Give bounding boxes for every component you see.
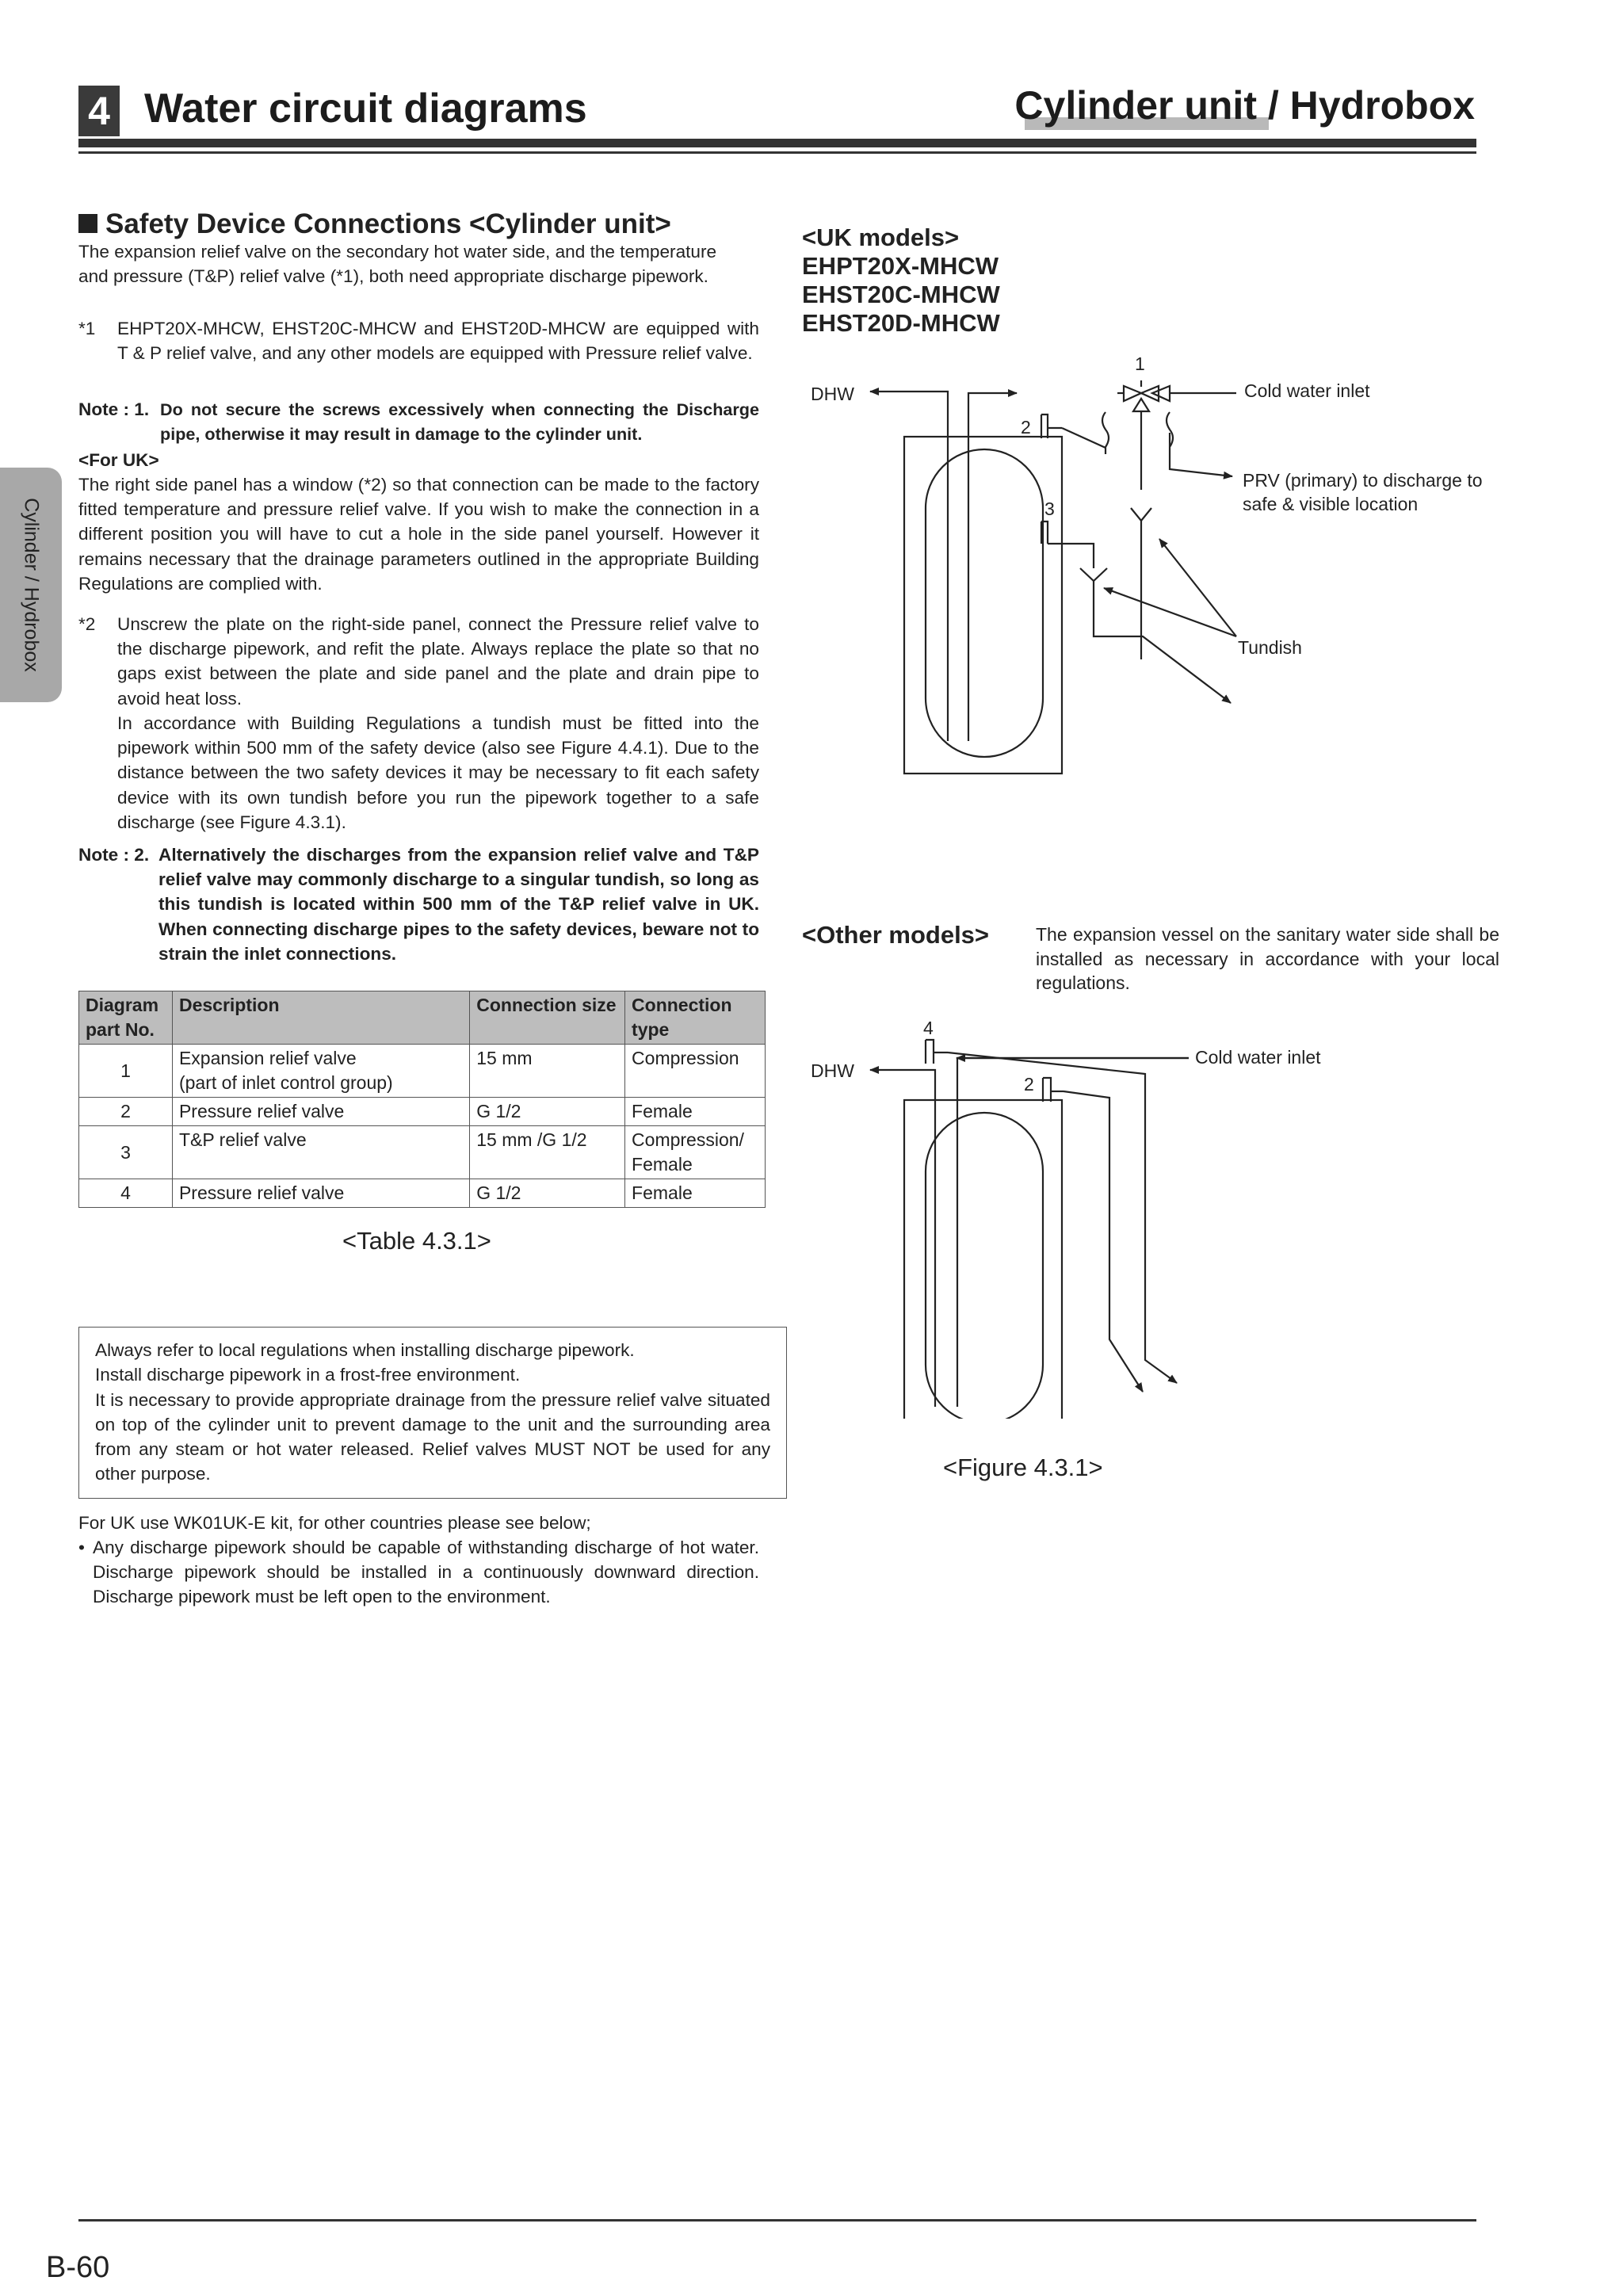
notice-line-3: It is necessary to provide appropriate drainage from the pressure relief valve situated on top of the cylinder unit to prevent damage to the unit and the surrounding area from any steam or hot water released. Relief valves MUST NOT be used for any other purpose. [95,1389,770,1484]
table-row [79,1126,766,1179]
footnote-2-text-1: Unscrew the plate on the right-side panel, connect the Pressure relief valve to the discharge pipework, and refit the plate. Always replace the plate so that no gaps exist between the plate and side panel and the plate and drain pipe to avoid heat loss. [117,614,759,709]
cell-line: (part of inlet control group) [178,1072,393,1093]
table-row [79,1179,766,1208]
table-cell: Compression [625,1045,766,1098]
note-1-text: Do not secure the screws excessively when connecting the Discharge pipe, otherwise it may result in damage to the cylinder unit. [160,399,759,445]
table-header: Connection type [625,991,766,1045]
prv-pipe [1170,433,1232,476]
unit-title: Cylinder unit / Hydrobox [1014,83,1475,128]
table-cell [172,1045,469,1098]
page-number: B-60 [46,2251,110,2284]
valve-4-icon [926,1040,934,1064]
table-cell: G 1/2 [470,1179,625,1208]
table-cell: 4 [79,1179,173,1208]
for-uk-paragraph: The right side panel has a window (*2) so that connection can be made to the factory fitted temperature and pressure relief valve. If you wish to make the connection in a different position you will have to cut a hole in the side panel yourself. However it remains necessary that the drainage parameters outlined in the appropriate Building Regulations are complied with. [78,475,759,594]
footnote-1-mark: *1 [78,319,96,338]
bullet-mark: • [78,1538,85,1557]
diagram-label-dhw: DHW [811,1060,854,1081]
for-uk-label: <For UK> [78,450,159,470]
uk-kit-line: For UK use WK01UK-E kit, for other countries please see below; [78,1513,591,1533]
diagram-label-part-2: 2 [1024,1074,1034,1095]
other-models-heading: <Other models> [802,921,990,949]
footnote-1-text: EHPT20X-MHCW, EHST20C-MHCW and EHST20D-MHCW are equipped with T & P relief valve, and any other models are equipped with Pressure relief valve. [117,319,759,364]
diagram-label-tundish: Tundish [1238,637,1302,658]
section-heading [78,208,671,240]
diagram-label-dhw: DHW [811,384,854,404]
footnote-2-text-2: In accordance with Building Regulations a tundish must be fitted into the pipework within 500 mm of the safety device (also see Figure 4.4.1). Due to the distance between the two safety devices it may be necessary to fit each safety device with its own tundish before you run the pipework together to a safe discharge (see Figure 4.3.1). [117,713,759,832]
section-number-badge: 4 [78,86,120,136]
table-row [79,1098,766,1126]
intro-line-1: The expansion relief valve on the secondary hot water side, and the temperature [78,242,717,262]
diagram-label-prv-1: PRV (primary) to discharge to [1243,470,1483,491]
square-bullet-icon [78,214,97,233]
tundish-icon [1080,568,1107,581]
other-water-circuit-diagram [792,1007,1426,1419]
cell-line: Female [632,1154,693,1175]
diagram-label-part-4: 4 [923,1018,934,1038]
model-name: EHST20D-MHCW [802,309,1000,337]
note-2-text: Alternatively the discharges from the expansion relief valve and T&P relief valve may commonly discharge to a singular tundish, so long as this tundish is located within 500 mm of the T&P relief valve in UK. When connecting discharge pipes to the safety devices, beware not to strain the inlet connections. [158,845,759,964]
note-2-label: Note : 2. [78,845,150,865]
table-header: Connection size [470,991,625,1045]
section-heading-text: Safety Device Connections <Cylinder unit> [105,208,671,239]
page-title: Water circuit diagrams [144,86,587,132]
valve-2-icon [1041,415,1048,438]
table-cell: Pressure relief valve [172,1179,469,1208]
notice-line-2: Install discharge pipework in a frost-free environment. [95,1365,521,1385]
cylinder-tank [926,1113,1043,1419]
cold-feed-pipe [968,393,1017,741]
valve-2-icon [1043,1078,1051,1102]
table-cell [625,1126,766,1179]
valve-1-icon [1124,386,1141,401]
dhw-pipe [870,392,948,741]
diagram-label-part-1: 1 [1135,353,1145,374]
uk-models-heading [802,223,1000,338]
diagram-label-prv-2: safe & visible location [1243,494,1419,514]
table-cell: 1 [79,1045,173,1098]
connection-table [78,991,766,1208]
diagram-label-part-3: 3 [1044,499,1055,519]
uk-water-circuit-diagram [792,341,1522,785]
table-cell: 3 [79,1126,173,1179]
notice-line-1: Always refer to local regulations when installing discharge pipework. [95,1340,635,1360]
intro-paragraph [78,239,760,288]
model-name: EHPT20X-MHCW [802,252,999,280]
diagram-label-cold-water-inlet: Cold water inlet [1244,380,1370,401]
cylinder-tank [926,449,1043,757]
table-cell: 15 mm /G 1/2 [470,1126,625,1179]
table-cell: Female [625,1098,766,1126]
table-cell: T&P relief valve [172,1126,469,1179]
table-caption: <Table 4.3.1> [342,1227,491,1255]
table-cell: 2 [79,1098,173,1126]
table-row [79,1045,766,1098]
note-1-label: Note : 1. [78,399,150,419]
model-name: EHST20C-MHCW [802,281,1000,308]
cell-line: Expansion relief valve [178,1048,357,1068]
bullet-text: Any discharge pipework should be capable of withstanding discharge of hot water. Discharge pipework should be installed in a continuously downward direction. Discharge pipework must be left open to the environment. [93,1538,759,1607]
header-rule [78,139,1476,147]
footnote-2-mark: *2 [78,614,96,634]
table-header: Description [172,991,469,1045]
notice-box [78,1327,787,1499]
cell-line: Compression/ [632,1129,744,1150]
table-cell: G 1/2 [470,1098,625,1126]
header-rule-thin [78,151,1476,154]
table-header-row [79,991,766,1045]
diagram-label-part-2: 2 [1021,417,1031,437]
other-models-description: The expansion vessel on the sanitary water side shall be installed as necessary in accordance with your local regulations. [1036,924,1499,993]
side-tab-label: Cylinder / Hydrobox [20,498,43,672]
diagram-label-cold-water-inlet: Cold water inlet [1195,1047,1321,1068]
table-cell: 15 mm [470,1045,625,1098]
intro-line-2: and pressure (T&P) relief valve (*1), both need appropriate discharge pipework. [78,266,708,287]
footer-rule [78,2219,1476,2222]
figure-caption: <Figure 4.3.1> [943,1454,1103,1481]
table-header: Diagram part No. [79,991,173,1045]
table-cell: Pressure relief valve [172,1098,469,1126]
table-cell: Female [625,1179,766,1208]
uk-models-title: <UK models> [802,223,960,251]
